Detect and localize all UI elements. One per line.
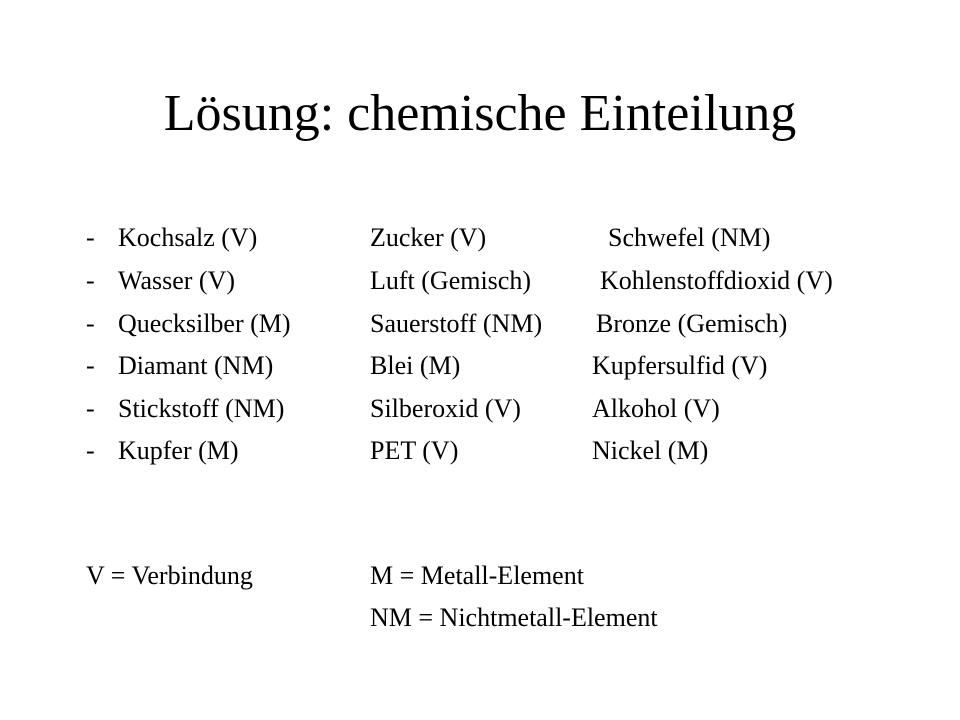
list-item-col2: Zucker (V) bbox=[370, 223, 487, 252]
slide-title: Lösung: chemische Einteilung bbox=[163, 85, 797, 142]
list-item-col3: Alkohol (V) bbox=[592, 394, 720, 423]
list-item-col2: Blei (M) bbox=[370, 351, 461, 380]
list-bullet: - bbox=[86, 223, 95, 252]
list-bullet: - bbox=[86, 266, 95, 295]
list-item-col3: Kupfersulfid (V) bbox=[592, 351, 768, 380]
list-item-col1: Quecksilber (M) bbox=[118, 309, 291, 338]
list-bullet: - bbox=[86, 394, 95, 423]
list-item-col2: Sauerstoff (NM) bbox=[370, 309, 543, 338]
legend-metall: M = Metall-Element bbox=[370, 561, 584, 590]
list-item-col2: Luft (Gemisch) bbox=[370, 266, 532, 295]
list-bullet: - bbox=[86, 309, 95, 338]
list-item-col3: Kohlenstoffdioxid (V) bbox=[600, 266, 833, 295]
list-item-col3: Bronze (Gemisch) bbox=[596, 309, 788, 338]
list-item-col3: Schwefel (NM) bbox=[608, 223, 771, 252]
list-item-col1: Wasser (V) bbox=[118, 266, 236, 295]
list-item-col1: Stickstoff (NM) bbox=[118, 394, 285, 423]
list-bullet: - bbox=[86, 436, 95, 465]
list-item-col3: Nickel (M) bbox=[592, 436, 709, 465]
list-item-col1: Kupfer (M) bbox=[118, 436, 239, 465]
list-item-col2: PET (V) bbox=[370, 436, 459, 465]
legend-nichtmetall: NM = Nichtmetall-Element bbox=[370, 603, 658, 632]
list-item-col2: Silberoxid (V) bbox=[370, 394, 521, 423]
legend-verbindung: V = Verbindung bbox=[86, 561, 253, 590]
list-item-col1: Kochsalz (V) bbox=[118, 223, 258, 252]
list-item-col1: Diamant (NM) bbox=[118, 351, 274, 380]
list-bullet: - bbox=[86, 351, 95, 380]
